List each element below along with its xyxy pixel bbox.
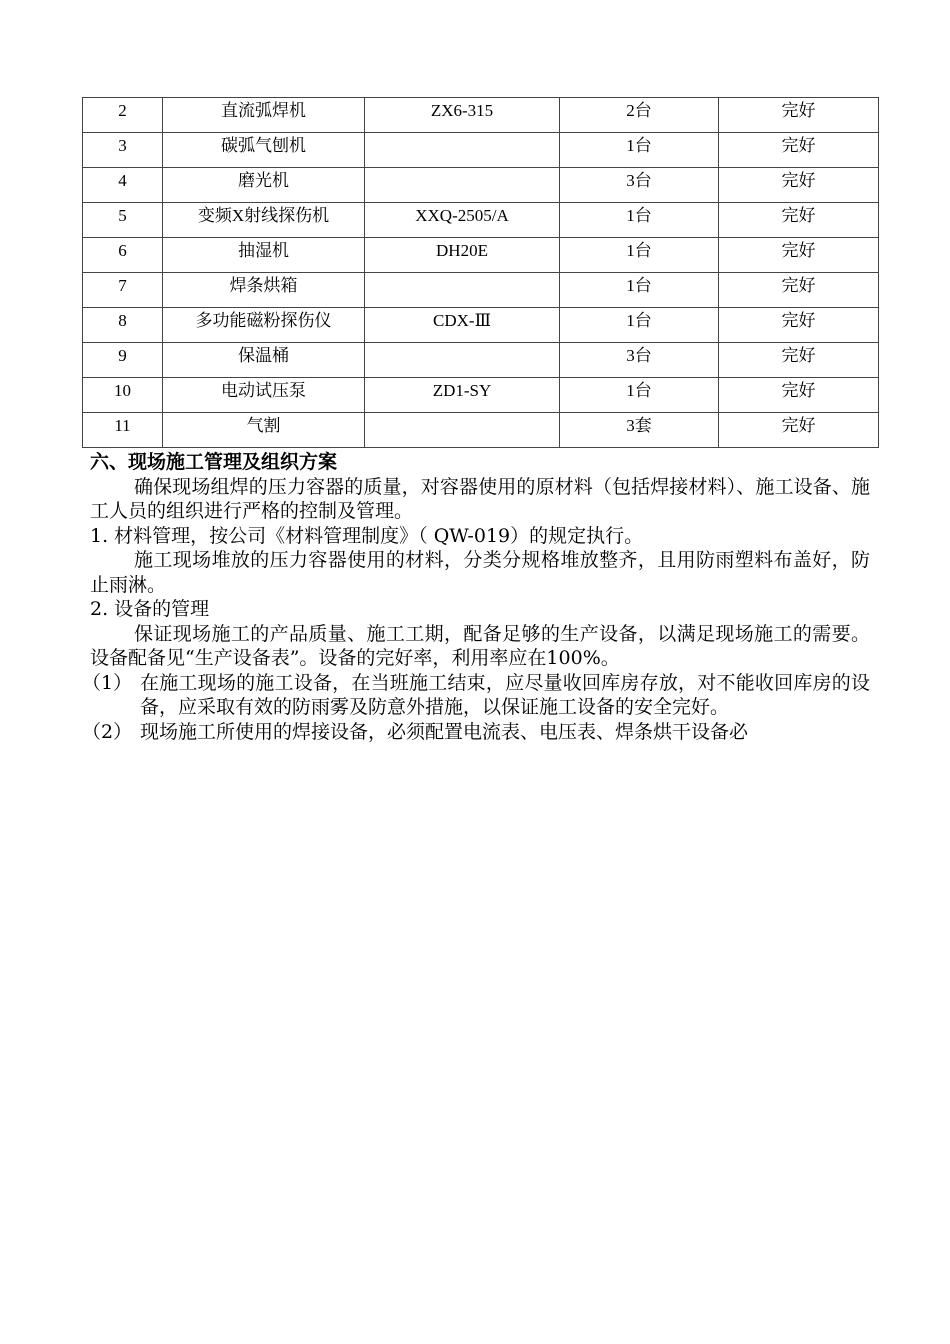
table-cell-seq: 6 (83, 238, 163, 273)
table-cell-name: 碳弧气刨机 (163, 133, 365, 168)
table-cell-seq: 7 (83, 273, 163, 308)
table-cell-model: ZD1-SY (365, 378, 560, 413)
table-row (83, 343, 879, 378)
table-row (83, 133, 879, 168)
table-cell-status: 完好 (719, 273, 879, 308)
table-row (83, 378, 879, 413)
table-cell-status: 完好 (719, 168, 879, 203)
table-cell-model (365, 413, 560, 448)
table-cell-quantity: 1台 (560, 273, 719, 308)
table-cell-seq: 3 (83, 133, 163, 168)
table-cell-quantity: 3台 (560, 168, 719, 203)
list-item-1-text: 在施工现场的施工设备，在当班施工结束，应尽量收回库房存放，对不能收回库房的设备，应采取有效的防雨雾及防意外措施，以保证施工设备的安全完好。 (140, 671, 870, 718)
material-storage-paragraph: 施工现场堆放的压力容器使用的材料，分类分规格堆放整齐，且用防雨塑料布盖好，防止雨淋。 (90, 549, 870, 596)
table-cell-quantity: 1台 (560, 308, 719, 343)
table-cell-status: 完好 (719, 343, 879, 378)
table-row (83, 238, 879, 273)
table-cell-name: 直流弧焊机 (163, 98, 365, 133)
table-row (83, 413, 879, 448)
table-cell-status: 完好 (719, 98, 879, 133)
table-cell-name: 电动试压泵 (163, 378, 365, 413)
table-row (83, 273, 879, 308)
table-cell-model (365, 133, 560, 168)
table-cell-status: 完好 (719, 133, 879, 168)
table-cell-quantity: 1台 (560, 133, 719, 168)
table-cell-name: 多功能磁粉探伤仪 (163, 308, 365, 343)
list-item-2-label: （2） (82, 720, 133, 743)
table-cell-status: 完好 (719, 308, 879, 343)
equipment-table-body (83, 98, 879, 448)
table-cell-model: ZX6-315 (365, 98, 560, 133)
table-cell-model (365, 273, 560, 308)
table-cell-name: 磨光机 (163, 168, 365, 203)
table-cell-quantity: 1台 (560, 203, 719, 238)
table-cell-name: 变频X射线探伤机 (163, 203, 365, 238)
table-cell-seq: 11 (83, 413, 163, 448)
table-row (83, 98, 879, 133)
intro-paragraph: 确保现场组焊的压力容器的质量，对容器使用的原材料（包括焊接材料）、施工设备、施工人员的组织进行严格的控制及管理。 (90, 475, 870, 522)
table-cell-model (365, 168, 560, 203)
table-cell-status: 完好 (719, 378, 879, 413)
table-cell-status: 完好 (719, 203, 879, 238)
table-row (83, 168, 879, 203)
section-heading: 六、现场施工管理及组织方案 (90, 451, 338, 473)
table-cell-name: 抽湿机 (163, 238, 365, 273)
table-cell-seq: 4 (83, 168, 163, 203)
table-cell-model (365, 343, 560, 378)
table-cell-model: CDX-Ⅲ (365, 308, 560, 343)
table-cell-quantity: 3台 (560, 343, 719, 378)
table-cell-model: DH20E (365, 238, 560, 273)
table-cell-name: 气割 (163, 413, 365, 448)
list-item-1-label: （1） (82, 671, 133, 694)
table-cell-name: 保温桶 (163, 343, 365, 378)
list-item-1 (82, 671, 870, 720)
table-cell-quantity: 1台 (560, 238, 719, 273)
table-cell-name: 焊条烘箱 (163, 273, 365, 308)
table-row (83, 308, 879, 343)
equipment-table (82, 97, 879, 448)
table-cell-status: 完好 (719, 413, 879, 448)
table-cell-quantity: 1台 (560, 378, 719, 413)
table-cell-model: XXQ-2505/A (365, 203, 560, 238)
table-cell-seq: 5 (83, 203, 163, 238)
table-cell-seq: 2 (83, 98, 163, 133)
material-management-item: 1. 材料管理，按公司《材料管理制度》（ QW-019）的规定执行。 (90, 524, 644, 547)
table-cell-seq: 10 (83, 378, 163, 413)
equipment-management-item: 2. 设备的管理 (90, 598, 210, 620)
list-item-2 (82, 720, 870, 745)
table-cell-seq: 8 (83, 308, 163, 343)
list-item-2-text: 现场施工所使用的焊接设备，必须配置电流表、电压表、焊条烘干设备必 (140, 720, 749, 743)
table-cell-status: 完好 (719, 238, 879, 273)
equipment-paragraph: 保证现场施工的产品质量、施工工期，配备足够的生产设备，以满足现场施工的需要。设备配备见“生产设备表”。设备的完好率，利用率应在100%。 (90, 622, 870, 669)
table-cell-quantity: 2台 (560, 98, 719, 133)
table-cell-quantity: 3套 (560, 413, 719, 448)
table-row (83, 203, 879, 238)
section-content (82, 450, 870, 744)
table-cell-seq: 9 (83, 343, 163, 378)
